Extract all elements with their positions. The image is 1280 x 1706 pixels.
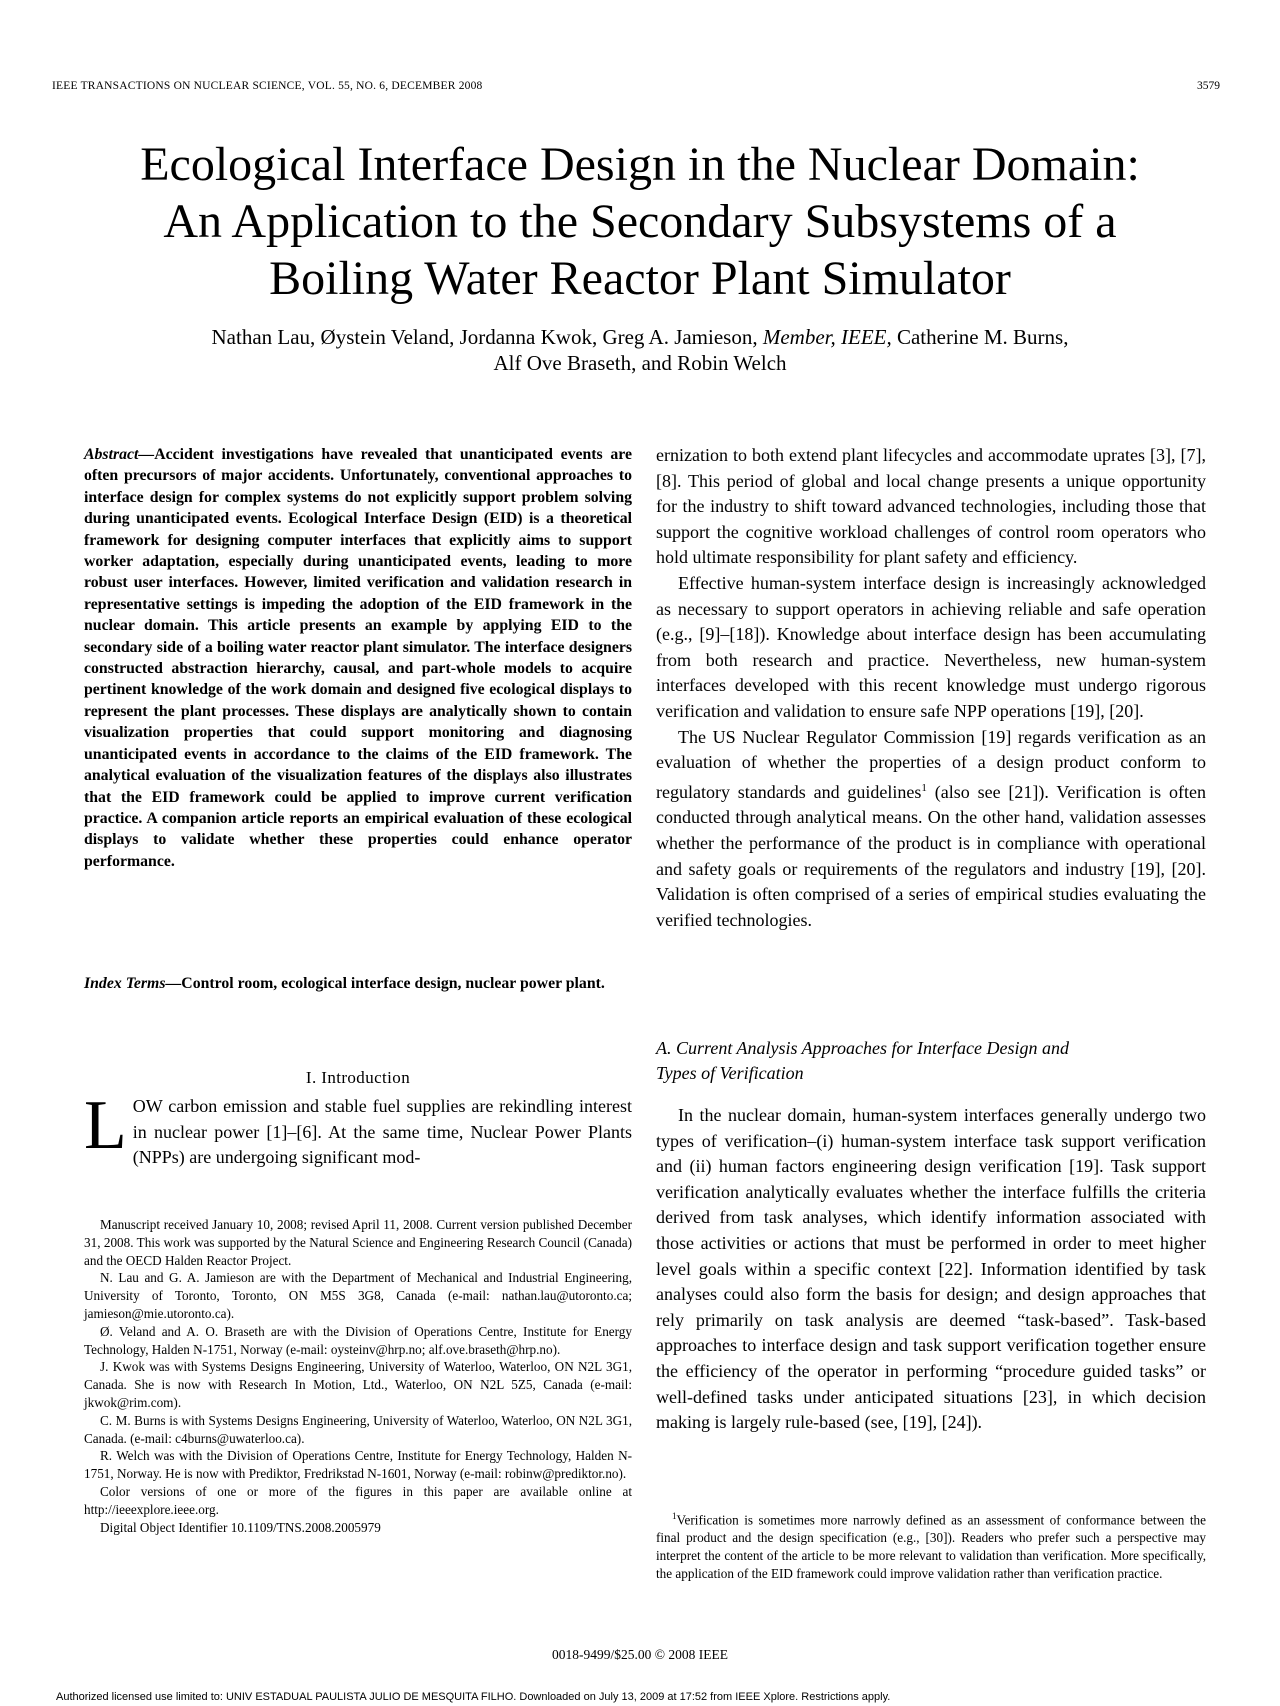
subsection-body — [656, 1103, 1206, 1436]
verification-footnote — [656, 1508, 1206, 1583]
body-paragraph-1: ernization to both extend plant lifecycles and accommodate uprates [3], [7], [8]. This period of global and local change presents a unique opportunity for the industry to shift toward advanced technologies, including those that support the cognitive workload challenges of control room operators who hold ultimate responsibility for plant safety and efficiency. — [656, 445, 1206, 568]
running-head: IEEE TRANSACTIONS ON NUCLEAR SCIENCE, VOL. 55, NO. 6, DECEMBER 2008 — [52, 80, 483, 92]
authors-line-1a: Nathan Lau, Øystein Veland, Jordanna Kwok, Greg A. Jamieson, — [211, 325, 758, 349]
index-terms-text: Control room, ecological interface design, nuclear power plant. — [181, 975, 605, 992]
authors-line-1b: Catherine M. Burns, — [896, 325, 1069, 349]
copyright-notice: 0018-9499/$25.00 © 2008 IEEE — [552, 1647, 728, 1662]
license-notice: Authorized licensed use limited to: UNIV ESTADUAL PAULISTA JULIO DE MESQUITA FILHO. Downloaded on July 13, 2009 at 17:52 from IEEE Xplore. Restrictions apply. — [56, 1691, 891, 1703]
authors-line-2: Alf Ove Braseth, and Robin Welch — [493, 351, 787, 375]
footnote-affiliation-burns: C. M. Burns is with Systems Designs Engineering, University of Waterloo, Waterloo, ON N2L 3G1, Canada. (e-mail: c4burns@uwaterloo.ca). — [84, 1412, 632, 1446]
introduction-text: OW carbon emission and stable fuel supplies are rekindling interest in nuclear power [1]–[6]. At the same time, Nuclear Power Plants (NPPs) are undergoing significant mod- — [132, 1096, 632, 1167]
abstract-label: Abstract— — [84, 446, 155, 463]
abstract — [84, 444, 632, 872]
introduction-heading: I. Introduction — [305, 1068, 411, 1087]
footnote-affiliation-veland-braseth: Ø. Veland and A. O. Braseth are with the Division of Operations Centre, Institute for Energy Technology, Halden N-1751, Norway (e-mail: oysteinv@hrp.no; alf.ove.braseth@hrp.no). — [84, 1323, 632, 1357]
subsection-heading — [656, 1036, 1206, 1086]
title-line-3: Boiling Water Reactor Plant Simulator — [269, 252, 1011, 305]
footnote-1-text: Verification is sometimes more narrowly defined as an assessment of conformance between the final product and the design specification (e.g., [30]). Readers who prefer such a perspective may interpret the content of the article to be more relevant to validation than verification. More specifically, the application of the EID framework could improve validation rather than verification practice. — [656, 1512, 1206, 1581]
right-column-body — [656, 443, 1206, 933]
manuscript-footnote — [84, 1216, 632, 1536]
index-terms-label: Index Terms— — [84, 975, 182, 992]
authors-member-note: Member, IEEE, — [762, 325, 892, 349]
footnote-ref-1: 1 — [921, 781, 927, 794]
index-terms — [84, 973, 632, 994]
footnote-affiliation-welch: R. Welch was with the Division of Operations Centre, Institute for Energy Technology, Halden N-1751, Norway. He is now with Prediktor, Fredrikstad N-1601, Norway (e-mail: robinw@prediktor.no). — [84, 1448, 632, 1482]
abstract-text: Accident investigations have revealed that unanticipated events are often precursors of major accidents. Unfortunately, conventional approaches to interface design for complex systems do not explicitly support problem solving during unanticipated events. Ecological Interface Design (EID) is a theoretical framework for designing computer interfaces that explicitly aims to support worker adaptation, especially during unanticipated events, leading to more robust user interfaces. However, limited verification and validation research in representative settings is impeding the adoption of the EID framework in the nuclear domain. This article presents an example by applying EID to the secondary side of a boiling water reactor plant simulator. The interface designers constructed abstraction hierarchy, causal, and part-whole models to acquire pertinent knowledge of the work domain and designed five ecological displays to represent the plant processes. These displays are analytically shown to contain visualization properties that could support monitoring and diagnosing unanticipated events in accordance to the claims of the EID framework. The analytical evaluation of the visualization features of the displays also illustrates that the EID framework could be applied to improve current verification practice. A companion article reports an empirical evaluation of these ecological displays to validate whether these properties could enhance operator performance. — [84, 446, 632, 870]
paper-title — [60, 136, 1220, 307]
footnote-doi: Digital Object Identifier 10.1109/TNS.2008.2005979 — [100, 1519, 381, 1535]
subsection-heading-line-2: Types of Verification — [656, 1063, 804, 1083]
subsection-heading-line-1: A. Current Analysis Approaches for Interface Design and — [656, 1038, 1069, 1058]
body-paragraph-3 — [656, 725, 1206, 934]
body-paragraph-3b: (also see [21]). Verification is often conducted through analytical means. On the other hand, validation assesses whether the performance of the product is in compliance with operational and safety goals or requirements of the regulators and industry [19], [20]. Validation is often comprised of a series of empirical studies evaluating the verified technologies. — [656, 781, 1206, 930]
footnote-mark-1: 1 — [672, 1511, 677, 1521]
body-paragraph-2: Effective human-system interface design is increasingly acknowledged as necessary to support operators in achieving reliable and safe operation (e.g., [9]–[18]). Knowledge about interface design has been accumulating from both research and practice. Nevertheless, new human-system interfaces developed with this recent knowledge must undergo rigorous verification and validation to ensure safe NPP operations [19], [20]. — [656, 572, 1206, 721]
page-number: 3579 — [1197, 80, 1220, 92]
introduction-paragraph — [84, 1087, 632, 1171]
title-line-2: An Application to the Secondary Subsystems of a — [163, 195, 1117, 248]
author-list — [60, 324, 1220, 376]
footnote-manuscript-info: Manuscript received January 10, 2008; revised April 11, 2008. Current version published December 31, 2008. This work was supported by the Natural Science and Engineering Research Council (Canada) and the OECD Halden Reactor Project. — [84, 1217, 632, 1268]
footnote-affiliation-lau-jamieson: N. Lau and G. A. Jamieson are with the Department of Mechanical and Industrial Engineering, University of Toronto, Toronto, ON M5S 3G8, Canada (e-mail: nathan.lau@utoronto.ca; jamieson@mie.utoronto.ca). — [84, 1270, 632, 1321]
body-paragraph-4: In the nuclear domain, human-system interfaces generally undergo two types of verification–(i) human-system interface task support verification and (ii) human factors engineering design verification [19]. Task support verification analytically evaluates whether the interface fulfills the criteria derived from task analyses, which identify information associated with those activities or actions that must be performed in order to meet higher level goals within a specific context [22]. Information identified by task analyses could also form the basis for design; and design approaches that rely primarily on task analysis are deemed “task-based”. Task-based approaches to interface design and task support verification together ensure the efficiency of the operator in performing “procedure guided tasks” or well-defined tasks under anticipated situations [23], in which decision making is largely rule-based (see, [19], [24]). — [656, 1105, 1206, 1433]
footnote-color-versions: Color versions of one or more of the figures in this paper are available online at http://ieeexplore.ieee.org. — [84, 1483, 632, 1517]
drop-cap: L — [84, 1087, 127, 1164]
footnote-affiliation-kwok: J. Kwok was with Systems Designs Engineering, University of Waterloo, Waterloo, ON N2L 3G1, Canada. She is now with Research In Motion, Ltd., Waterloo, ON N2L 5Z5, Canada (e-mail: jkwok@rim.com). — [84, 1359, 632, 1410]
title-line-1: Ecological Interface Design in the Nuclear Domain: — [140, 138, 1140, 191]
body-paragraph-3a: The US Nuclear Regulator Commission [19] regards verification as an evaluation of whether the properties of a design product conform to regulatory standards and guidelines — [656, 726, 1206, 802]
